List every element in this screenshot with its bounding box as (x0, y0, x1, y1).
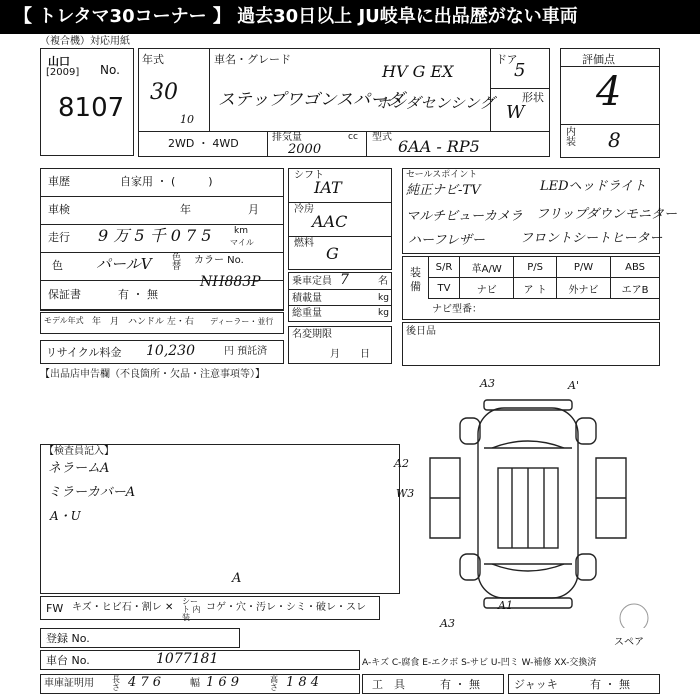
equip-abs: ABS (611, 257, 660, 278)
fuel-label: 燃料 (294, 238, 314, 249)
shift-label: シフト (294, 170, 324, 181)
door-value: 5 (514, 60, 526, 81)
sekisai-unit: kg (378, 293, 389, 303)
shuppin-label: 【出品店申告欄（不良箇所・欠品・注意事項等）】 (40, 369, 265, 380)
km-label: km (234, 226, 248, 236)
carname-label: 車名・グレード (214, 53, 291, 66)
sosai-unit: kg (378, 308, 389, 318)
teiin-value: 7 (340, 272, 349, 288)
diagram-mark-a1-top: A' (568, 379, 579, 392)
tools-label: 工 具 (372, 678, 405, 691)
shadai-label: 車台 No. (46, 654, 90, 667)
shaken-year: 年 (180, 203, 191, 216)
diagram-mark-w3: W3 (396, 487, 415, 500)
salespoint-2: LEDヘッドライト (540, 179, 647, 194)
inspector-note-2: ミラーカバーA (48, 485, 136, 500)
warranty-opts: 有 ・ 無 (118, 288, 158, 301)
grade-value: HV G EX (382, 62, 454, 81)
seat-label: シート 内装 (182, 597, 201, 622)
katashiki-value: 6AA - RP5 (398, 137, 480, 156)
equip-ps: P/S (514, 257, 556, 278)
tools-opts: 有 ・ 無 (440, 678, 480, 691)
legend: A-キズ C-腐食 E-エクボ S-サビ U-凹ミ W-補修 XX-交換済 (362, 658, 597, 668)
salespoint-3: マルチビューカメラ (406, 209, 523, 224)
jack-opts: 有 ・ 無 (590, 678, 630, 691)
width-value: 1 6 9 (206, 675, 240, 690)
interior-value: 8 (608, 128, 621, 152)
month-value: 10 (180, 113, 194, 126)
sekisai-label: 積載量 (292, 293, 322, 304)
teiin-unit: 名 (378, 276, 388, 287)
meigi-day: 月 日 (330, 349, 370, 360)
header-banner: 【 トレタマ30コーナー 】 過去30日以上 JU岐阜に出品歴がない車両 (0, 0, 700, 34)
model-label: モデル年式 (44, 316, 84, 325)
sales-label: セールスポイント (406, 170, 478, 180)
teiin-label: 乗車定員 (292, 276, 332, 287)
color-change-label: 色替 (172, 253, 182, 272)
chassis-value: 1077181 (156, 651, 219, 667)
recycle-unit: 円 預託済 (224, 346, 268, 357)
katashiki-label: 型式 (372, 132, 392, 143)
diagram-mark-a1-bottom: A1 (498, 599, 513, 612)
lot-no-label: No. (100, 63, 120, 77)
spare-label: スペア (614, 637, 644, 648)
equip-grid (428, 256, 660, 299)
diagram-mark-a2: A2 (394, 457, 409, 470)
shape-label: 形状 (522, 91, 544, 104)
goki-box (402, 322, 660, 366)
recycle-label: リサイクル料金 (46, 346, 122, 359)
equip-leather: 革A/W (459, 257, 514, 278)
jack-label: ジャッキ (514, 678, 558, 691)
garage-label: 車庫証明用 (44, 678, 94, 689)
odometer-value: 9 万 5 千 0 7 5 (98, 226, 212, 245)
ac-label: 冷房 (294, 204, 314, 215)
inspector-note-3: A・U (50, 509, 81, 523)
soko-label: 走行 (48, 231, 70, 244)
length-label: 長さ (112, 675, 120, 692)
toroku-label: 登録 No. (46, 632, 90, 645)
equip-at: ア ト (514, 278, 556, 299)
inspector-note-1: ネラームA (48, 461, 110, 476)
score-value: 4 (596, 69, 622, 115)
diagram-mark-a3-bottom: A3 (440, 617, 455, 630)
lot-prefix: 山口 (48, 55, 70, 68)
equip-pw: P/W (556, 257, 610, 278)
inspector-label: 【検査員記入】 (44, 446, 114, 457)
colorno-value: NH883P (200, 274, 261, 290)
equip-tv: TV (429, 278, 460, 299)
height-value: 1 8 4 (286, 675, 320, 690)
shaken-month: 月 (248, 203, 259, 216)
length-value: 4 7 6 (128, 675, 162, 690)
cc-label: 排気量 (272, 132, 302, 143)
equip-ext-navi: 外ナビ (556, 278, 610, 299)
interior-label: 内装 (566, 127, 576, 148)
lot-number: 8107 (58, 93, 125, 123)
fuel-value: G (326, 244, 339, 263)
drive-label: 2WD ・ 4WD (168, 137, 239, 150)
diagram-mark-a3-top: A3 (480, 377, 495, 390)
year-value: 30 (150, 80, 178, 105)
door-label: ドア (496, 53, 518, 66)
warranty-label: 保証書 (48, 288, 81, 301)
equip-label: 装備 (410, 266, 421, 293)
carname-value: ステップワゴンスパーダ (218, 90, 405, 110)
salespoint-4: フリップダウンモニター (536, 207, 678, 222)
equip-airbag: エアB (611, 278, 660, 299)
shape-value: W (506, 102, 525, 123)
shareki-label: 車歴 (48, 175, 70, 188)
salespoint-1: 純正ナビ-TV (406, 183, 481, 198)
equip-navi: ナビ (459, 278, 514, 299)
year-label: 年式 (142, 53, 164, 66)
fw-label: FW (46, 602, 64, 615)
width-label: 幅 (190, 678, 200, 689)
ac-value: AAC (312, 212, 348, 231)
cc-value: 2000 (288, 142, 322, 157)
sosai-label: 総重量 (292, 308, 322, 319)
shareki-opts: 自家用 ・ ( ) (120, 175, 213, 188)
lot-year-tag: [2009] (46, 67, 80, 78)
navi-label: ナビ型番： (432, 304, 482, 315)
shift-value: IAT (314, 178, 342, 197)
car-diagram (400, 378, 660, 628)
color-label: 色 (52, 259, 63, 272)
height-label: 高さ (270, 675, 278, 692)
fw-mark: A (232, 571, 242, 586)
salespoint-6: フロントシートヒーター (520, 231, 663, 246)
goki-label: 後日品 (406, 326, 436, 337)
cc-unit: cc (348, 132, 358, 142)
colorno-label: カラー No. (194, 255, 244, 266)
handle-label: 年 月 ハンドル 左・右 (92, 317, 194, 327)
fw-items: キズ・ヒビ石・割レ ✕ (72, 602, 174, 613)
recycle-value: 10,230 (146, 343, 195, 359)
score-label: 評価点 (582, 53, 615, 66)
seat-items: コゲ・穴・汚レ・シミ・破レ・スレ (206, 602, 366, 613)
shaken-label: 車検 (48, 203, 70, 216)
color-value: パールV (96, 255, 152, 273)
equip-sr: S/R (429, 257, 460, 278)
mile-label: マイル (230, 238, 254, 247)
dealer-label: ディーラー・並行 (210, 317, 274, 326)
salespoint-5: ハーフレザー (408, 233, 485, 248)
meigi-label: 名変期限 (292, 329, 332, 340)
sheet-subtitle: （複合機）対応用紙 (40, 36, 130, 47)
grade2-value: ホンダセンシング (376, 94, 495, 112)
